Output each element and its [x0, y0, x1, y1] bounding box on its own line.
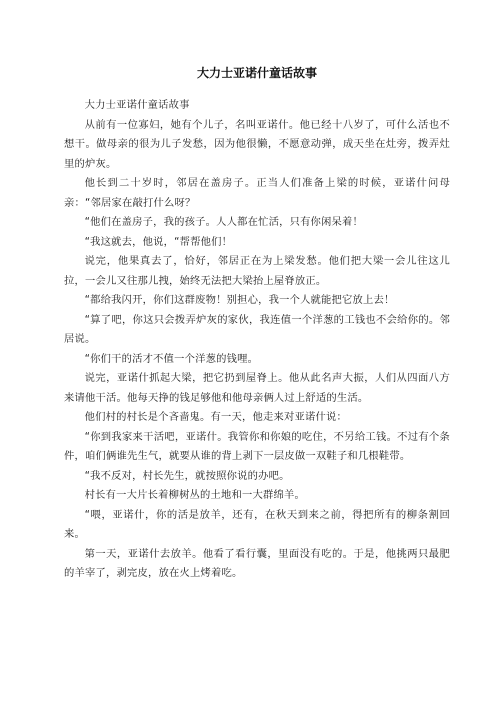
paragraph: 说完，他果真去了，恰好，邻居正在为上梁发愁。他们把大梁一会儿往这儿拉，一会儿又往那儿拽，始终无法把大梁抬上屋脊放正。 — [64, 255, 450, 287]
paragraph: 第一天，亚诺什去放羊。他看了看行囊，里面没有吃的。于是，他挑两只最肥的羊宰了，剥完皮，放在火上烤着吃。 — [64, 547, 450, 579]
paragraph: “你们干的活才不值一个洋葱的钱哩。 — [84, 352, 259, 365]
paragraph: 从前有一位寡妇，她有个儿子，名叫亚诺什。他已经十八岁了，可什么活也不想干。做母亲的很为儿子发愁，因为他很懒，不愿意动弹，成天坐在灶旁，拨弄灶里的炉灰。 — [64, 118, 450, 170]
paragraph: “我不反对，村长先生，就按照你说的办吧。 — [84, 469, 290, 482]
paragraph: 他们村的村长是个吝啬鬼。有一天，他走来对亚诺什说： — [84, 411, 348, 423]
paragraph: “算了吧，你这只会拨弄炉灰的家伙，我连值一个洋葱的工钱也不会给你的。邻居说。 — [64, 313, 450, 345]
paragraph: 他长到二十岁时，邻居在盖房子。正当人们准备上梁的时候，亚诺什问母亲：“邻居家在敲打什么呀？ — [64, 177, 450, 209]
document-title: 大力士亚诺什童话故事 — [196, 66, 317, 80]
paragraph: “你到我家来干活吧，亚诺什。我管你和你娘的吃住，不另给工钱。不过有个条件，咱们俩谁先生气，就要从谁的背上剥下一层皮做一双鞋子和几根鞋带。 — [64, 430, 450, 462]
paragraph: 村长有一大片长着柳树丛的土地和一大群绵羊。 — [84, 489, 306, 501]
paragraph: “他们在盖房子，我的孩子。人人都在忙活，只有你闲呆着！ — [84, 216, 364, 228]
paragraph: “喂，亚诺什，你的活是放羊，还有，在秋天到来之前，得把所有的柳条割回来。 — [64, 508, 450, 540]
paragraph: “我这就去，他说，“帮帮他们！ — [84, 235, 233, 248]
paragraph: 大力士亚诺什童话故事 — [84, 99, 190, 111]
paragraph: 说完，亚诺什抓起大梁，把它扔到屋脊上。他从此名声大振，人们从四面八方来请他干活。他每天挣的钱足够他和他母亲俩人过上舒适的生活。 — [64, 372, 450, 404]
document-body — [64, 96, 450, 584]
paragraph: “都给我闪开，你们这群废物！别担心，我一个人就能把它放上去！ — [84, 294, 395, 306]
